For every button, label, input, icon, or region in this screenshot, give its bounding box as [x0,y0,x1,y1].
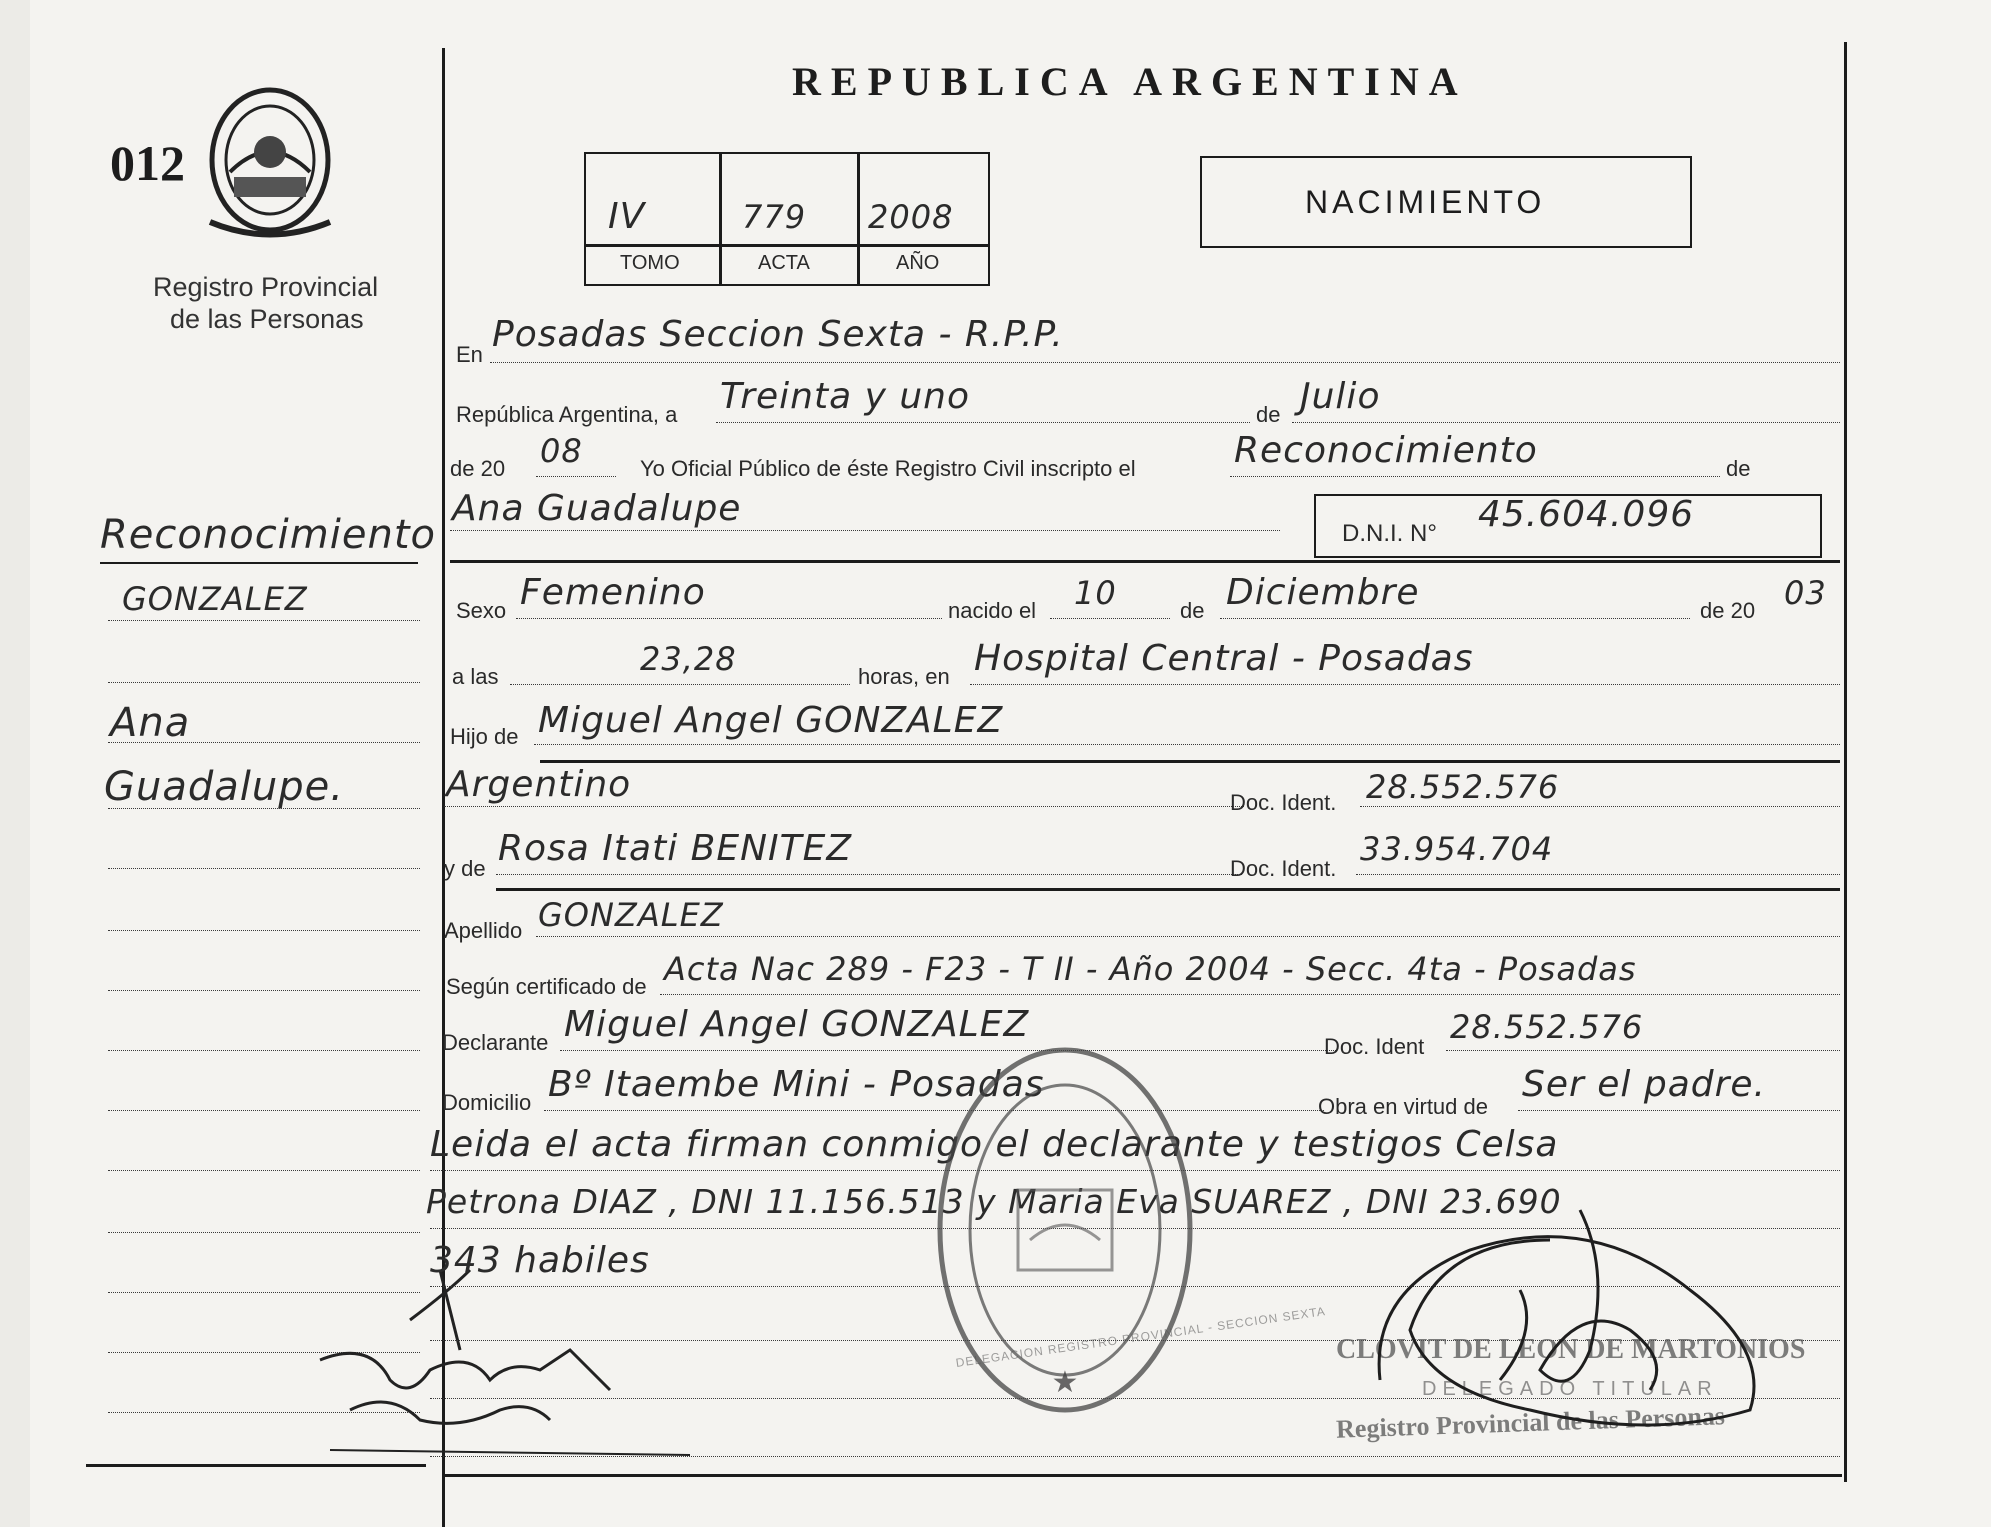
handwritten-signature [1350,1180,1780,1440]
margin-dotted-line [108,1232,420,1233]
nacido-de-label: de [1180,598,1205,623]
segun-line [660,994,1840,995]
horas-label: horas, en [858,664,950,689]
hijo-label: Hijo de [450,724,519,749]
madre-line [496,874,1242,875]
section-rule-1 [450,560,1840,563]
margin-dotted-line [108,1050,420,1051]
margin-dotted-line [108,808,420,809]
lugar-value: Hospital Central - Posadas [974,638,1474,679]
margin-dotted-line [108,930,420,931]
margin-surname: GONZALEZ [122,580,308,618]
section-rule-2 [540,760,1840,763]
sexo-value: Femenino [520,572,706,613]
margin-dotted-line [108,1110,420,1111]
mes-line [1292,422,1840,423]
declarante-label: Declarante [442,1030,549,1055]
declarante-value: Miguel Angel GONZALEZ [564,1004,1030,1045]
de20b-label: de 20 [1700,598,1756,623]
de-end-label: de [1726,456,1751,481]
nacido-mes: Diciembre [1226,572,1420,613]
mes-de-label: de [1256,402,1281,427]
registry-number: 012 [110,135,185,191]
record-box-divider-2 [857,152,860,286]
declarante-doc: 28.552.576 [1450,1008,1644,1046]
en-line [490,362,1840,363]
margin-dotted-line [108,1170,420,1171]
nacido-dia: 10 [1074,574,1117,612]
document-title: REPUBLICA ARGENTINA [792,59,1468,104]
padre-doc-line [1360,806,1840,807]
oficial-label: Yo Oficial Público de éste Registro Civil inscripto el [640,456,1136,481]
bottom-rule-right [442,1474,1842,1477]
free-line-3: 343 habiles [430,1240,650,1281]
lugar-line [970,684,1840,685]
domicilio-label: Domicilio [442,1090,532,1115]
margin-signature [310,1260,710,1470]
acta-value: 779 [742,198,807,236]
inscripto-value: Reconocimiento [1234,430,1538,471]
mes-value: Julio [1300,376,1381,417]
nombre-line [450,530,1280,531]
en-value: Posadas Seccion Sexta - R.P.P. [492,314,1064,355]
margin-name2: Guadalupe. [104,764,344,810]
signer-name: CLOVIT DE LEON DE MARTONIOS [1336,1334,1806,1365]
margin-note-underline [100,562,418,564]
anio-value: 2008 [868,198,954,236]
dni-label: D.N.I. N° [1342,520,1437,547]
margin-dotted-line [108,620,420,621]
nacido-mes-line [1220,618,1690,619]
inscripto-line [1230,476,1720,477]
right-border [1844,42,1847,1482]
madre-value: Rosa Itati BENITEZ [498,828,853,869]
madre-doc-line [1356,874,1840,875]
record-type: NACIMIENTO [1305,184,1546,220]
nacido-label: nacido el [948,598,1037,623]
obra-line [1518,1110,1840,1111]
obra-label: Obra en virtud de [1318,1094,1488,1119]
dia-value: Treinta y uno [720,376,970,417]
obra-value: Ser el padre. [1522,1064,1766,1105]
stamp-text: DELEGACION REGISTRO PROVINCIAL - SECCION SEXTA [954,1304,1327,1370]
signer-office: Registro Provincial de las Personas [1335,1401,1726,1444]
yde-label: y de [444,856,486,881]
nombre-value: Ana Guadalupe [452,488,742,529]
dni-value: 45.604.096 [1478,494,1695,535]
free-line-1: Leida el acta firman conmigo el declarante y testigos Celsa [430,1124,1559,1165]
padre-value: Miguel Angel GONZALEZ [538,700,1004,741]
document-sheet [30,0,1991,1527]
margin-dotted-line [108,868,420,869]
acta-label: ACTA [758,252,810,274]
record-box-divider-1 [719,152,722,286]
record-box-rule [584,244,990,247]
padre-doc: 28.552.576 [1366,768,1560,806]
svg-text:★: ★ [1051,1366,1079,1399]
en-label: En [456,342,483,367]
signer-role: DELEGADO TITULAR [1422,1378,1718,1400]
dia-line [716,422,1250,423]
margin-dotted-line [108,742,420,743]
tomo-value: IV [608,196,646,237]
registry-name-line2: de las Personas [170,304,364,334]
padre-doc-label: Doc. Ident. [1230,790,1337,815]
registry-name-line1: Registro Provincial [153,272,379,302]
madre-doc-label: Doc. Ident. [1230,856,1337,881]
nacido-dia-line [1050,618,1170,619]
sexo-line [516,618,942,619]
republica-label: República Argentina, a [456,402,678,427]
free-line-2: Petrona DIAZ , DNI 11.156.513 y Maria Eva SUAREZ , DNI 23.690 [426,1182,1562,1221]
apellido-label: Apellido [444,918,523,943]
nacido-anio: 03 [1784,574,1827,612]
de20-label: de 20 [450,456,506,481]
domicilio-value: Bº Itaembe Mini - Posadas [548,1064,1045,1105]
tomo-label: TOMO [620,252,680,274]
padre-nac-line [444,806,1244,807]
madre-doc: 33.954.704 [1360,830,1554,868]
hora-value: 23,28 [640,640,737,678]
alas-label: a las [452,664,499,689]
segun-label: Según certificado de [446,974,647,999]
sexo-label: Sexo [456,598,507,623]
padre-nacionalidad: Argentino [446,764,632,805]
provincial-seal-logo [200,72,340,242]
anio-line [536,476,616,477]
anio-label: AÑO [896,252,940,274]
margin-dotted-line [108,990,420,991]
doc-ident-label: Doc. Ident [1324,1034,1425,1059]
section-rule-3 [496,888,1840,891]
margin-dotted-line [108,682,420,683]
anio-value-form: 08 [540,432,583,470]
margin-note: Reconocimiento [100,512,436,558]
segun-value: Acta Nac 289 - F23 - T II - Año 2004 - Secc. 4ta - Posadas [664,950,1637,988]
free-line-rule [430,1456,1840,1457]
hora-line [510,684,850,685]
apellido-line [536,936,1840,937]
margin-name1: Ana [110,700,191,746]
padre-line [534,744,1840,745]
declarante-doc-line [1446,1050,1840,1051]
apellido-value: GONZALEZ [538,896,724,934]
